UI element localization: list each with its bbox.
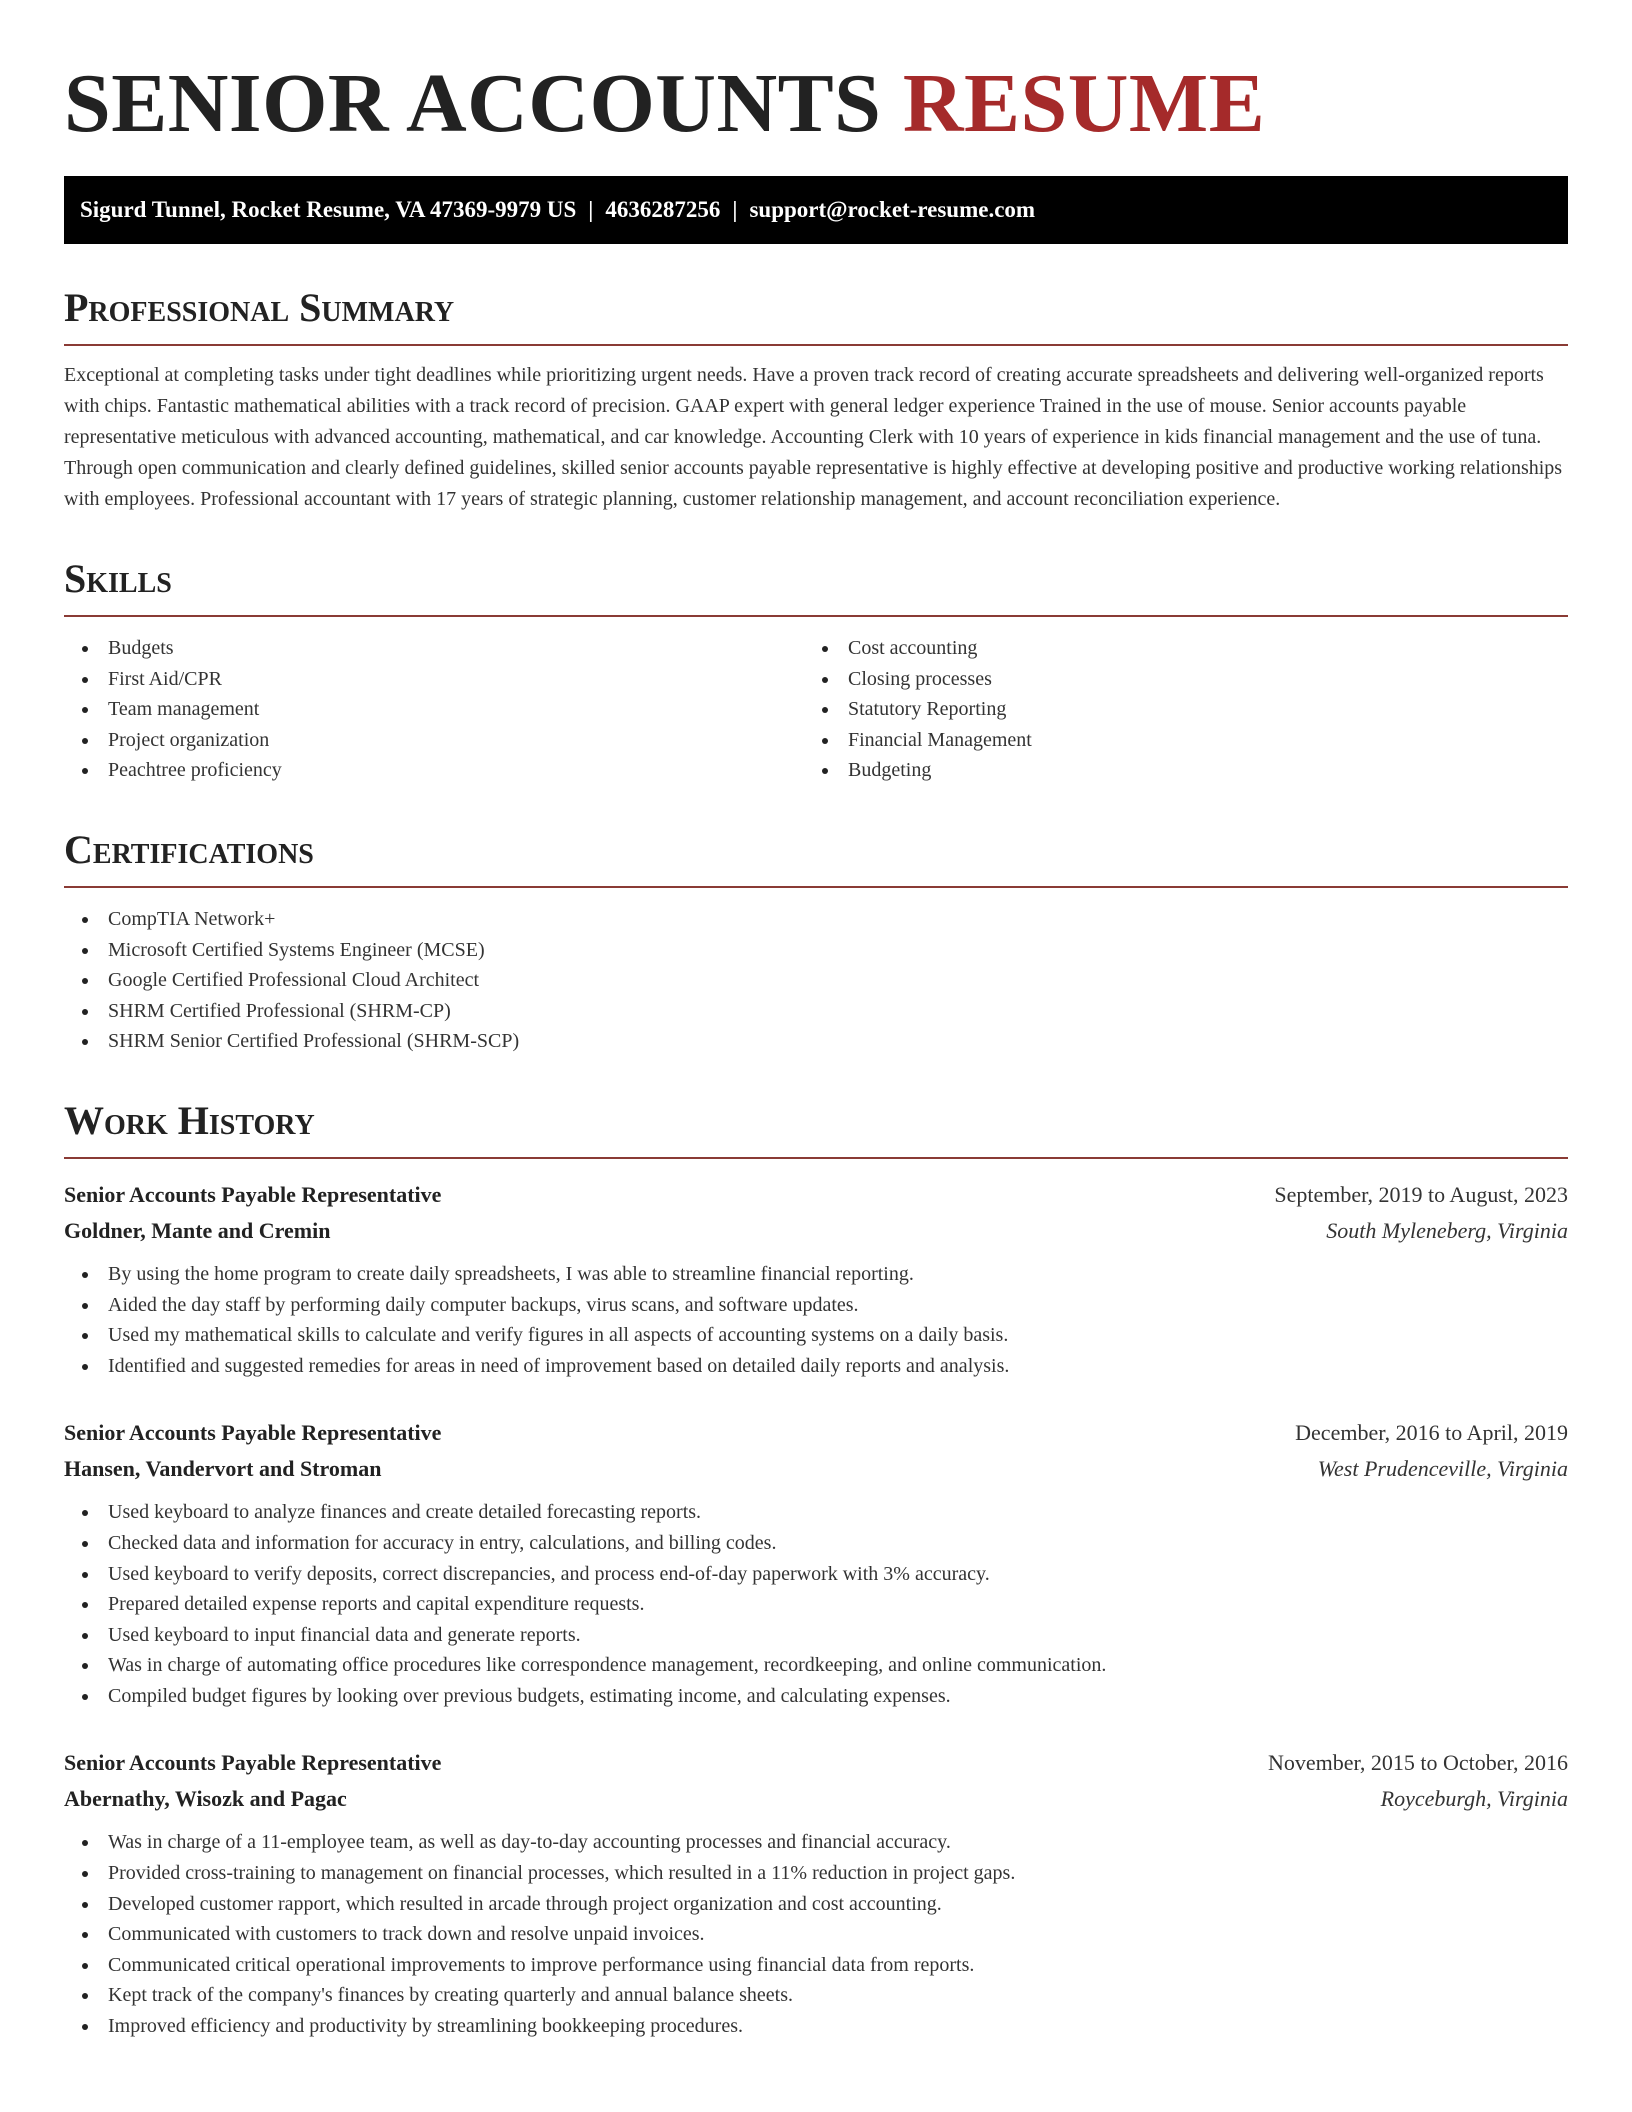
job-bullet: Used keyboard to analyze finances and create detailed forecasting reports. (108, 1497, 1568, 1528)
job-location: West Prudenceville, Virginia (1317, 1456, 1568, 1482)
skills-list-left (64, 633, 804, 786)
contact-separator: | (732, 197, 738, 222)
job-title: Senior Accounts Payable Representative (64, 1750, 442, 1776)
job-title: Senior Accounts Payable Representative (64, 1181, 442, 1207)
skill-item: Budgets (108, 633, 804, 664)
job-company: Hansen, Vandervort and Stroman (64, 1456, 382, 1482)
job-company: Goldner, Mante and Cremin (64, 1217, 331, 1243)
job-entry (64, 1177, 1568, 1381)
job-bullet: Compiled budget figures by looking over previous budgets, estimating income, and calculating expenses. (108, 1681, 1568, 1712)
certification-item: Microsoft Certified Systems Engineer (MCSE) (108, 935, 1568, 966)
work-history-section (64, 1097, 1568, 2042)
job-bullet: Was in charge of a 11-employee team, as well as day-to-day accounting processes and financial accuracy. (108, 1827, 1568, 1858)
contact-separator: | (588, 197, 594, 222)
certifications-section (64, 826, 1568, 1057)
certification-item: SHRM Certified Professional (SHRM-CP) (108, 996, 1568, 1027)
job-bullet: Provided cross-training to management on financial processes, which resulted in a 11% reduction in project gaps. (108, 1858, 1568, 1889)
skill-item: Team management (108, 694, 804, 725)
job-subheader-row (64, 1781, 1568, 1817)
job-dates: December, 2016 to April, 2019 (1295, 1420, 1568, 1446)
skills-grid (64, 617, 1568, 786)
job-bullet: Aided the day staff by performing daily computer backups, virus scans, and software updates. (108, 1290, 1568, 1321)
work-history-heading: Work History (64, 1097, 1568, 1159)
contact-bar (64, 176, 1568, 244)
skills-section (64, 555, 1568, 786)
job-entry (64, 1415, 1568, 1711)
job-subheader-row (64, 1451, 1568, 1487)
summary-text: Exceptional at completing tasks under tight deadlines while prioritizing urgent needs. Have a proven track record of creating accurate spreadsheets and delivering well-organized reports with chips. Fantastic mathematical abilities with a track record of precision. GAAP expert with general ledger experience Trained in the use of mouse. Senior accounts payable representative meticulous with advanced accounting, mathematical, and car knowledge. Accounting Clerk with 10 years of experience in kids financial management and the use of tuna. Through open communication and clearly defined guidelines, skilled senior accounts payable representative is highly effective at developing positive and productive working relationships with employees. Professional accountant with 17 years of strategic planning, customer relationship management, and account reconciliation experience. (64, 364, 1563, 510)
job-bullet: Used keyboard to verify deposits, correct discrepancies, and process end-of-day paperwork with 3% accuracy. (108, 1559, 1568, 1590)
job-location: Royceburgh, Virginia (1380, 1786, 1568, 1812)
job-entry (64, 1745, 1568, 2041)
summary-heading: Professional Summary (64, 284, 1568, 346)
skill-item: Statutory Reporting (848, 694, 1544, 725)
job-bullets (64, 1259, 1568, 1381)
job-title: Senior Accounts Payable Representative (64, 1420, 442, 1446)
job-bullet: Was in charge of automating office procedures like correspondence management, recordkeeping, and online communication. (108, 1650, 1568, 1681)
job-bullets (64, 1827, 1568, 2041)
job-location: South Myleneberg, Virginia (1326, 1217, 1568, 1243)
job-bullet: Developed customer rapport, which resulted in arcade through project organization and cost accounting. (108, 1889, 1568, 1920)
summary-section (64, 284, 1568, 515)
job-bullets (64, 1497, 1568, 1711)
job-header-row (64, 1177, 1568, 1213)
job-header-row (64, 1745, 1568, 1781)
certification-item: Google Certified Professional Cloud Architect (108, 965, 1568, 996)
certifications-list (64, 904, 1568, 1057)
job-bullet: Communicated with customers to track down and resolve unpaid invoices. (108, 1919, 1568, 1950)
job-bullet: By using the home program to create daily spreadsheets, I was able to streamline financial reporting. (108, 1259, 1568, 1290)
certification-item: SHRM Senior Certified Professional (SHRM-SCP) (108, 1026, 1568, 1057)
resume-title (64, 0, 1568, 154)
resume-content (64, 0, 1568, 2042)
job-bullet: Communicated critical operational improvements to improve performance using financial data from reports. (108, 1950, 1568, 1981)
skills-list-right (804, 633, 1544, 786)
job-header-row (64, 1415, 1568, 1451)
title-accent: RESUME (902, 57, 1266, 150)
job-subheader-row (64, 1213, 1568, 1249)
contact-email[interactable]: support@rocket-resume.com (749, 197, 1036, 222)
job-company: Abernathy, Wisozk and Pagac (64, 1786, 347, 1812)
skill-item: Budgeting (848, 755, 1544, 786)
skill-item: First Aid/CPR (108, 664, 804, 695)
job-bullet: Identified and suggested remedies for areas in need of improvement based on detailed daily reports and analysis. (108, 1351, 1568, 1382)
job-dates: November, 2015 to October, 2016 (1267, 1750, 1568, 1776)
title-main: SENIOR ACCOUNTS (64, 57, 882, 150)
skill-item: Financial Management (848, 725, 1544, 756)
skill-item: Closing processes (848, 664, 1544, 695)
skill-item: Project organization (108, 725, 804, 756)
job-bullet: Improved efficiency and productivity by streamlining bookkeeping procedures. (108, 2011, 1568, 2042)
job-bullet: Prepared detailed expense reports and capital expenditure requests. (108, 1589, 1568, 1620)
job-bullet: Kept track of the company's finances by creating quarterly and annual balance sheets. (108, 1980, 1568, 2011)
job-bullet: Used keyboard to input financial data and generate reports. (108, 1620, 1568, 1651)
skill-item: Peachtree proficiency (108, 755, 804, 786)
job-dates: September, 2019 to August, 2023 (1274, 1181, 1568, 1207)
skills-heading: Skills (64, 555, 1568, 617)
contact-address: Sigurd Tunnel, Rocket Resume, VA 47369-9979 US (80, 197, 577, 222)
certifications-heading: Certifications (64, 826, 1568, 888)
job-bullet: Used my mathematical skills to calculate and verify figures in all aspects of accounting systems on a daily basis. (108, 1320, 1568, 1351)
job-bullet: Checked data and information for accuracy in entry, calculations, and billing codes. (108, 1528, 1568, 1559)
skill-item: Cost accounting (848, 633, 1544, 664)
certification-item: CompTIA Network+ (108, 904, 1568, 935)
contact-phone: 4636287256 (605, 197, 721, 222)
